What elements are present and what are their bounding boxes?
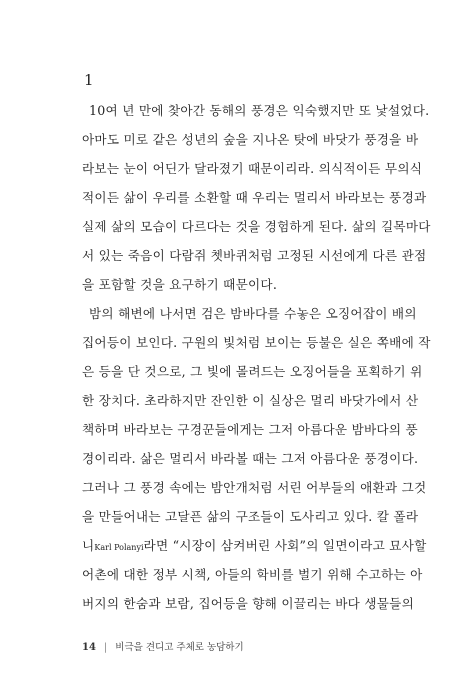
text-line: 을 만들어내는 고달픈 삶의 구조들이 도사리고 있다. 칼 폴라 <box>82 509 419 524</box>
page-number: 14 <box>82 642 96 653</box>
text-line: 어촌에 대한 정부 시책, 아들의 학비를 벌기 위해 수고하는 아 <box>82 567 423 582</box>
text-line: 아마도 미로 같은 성년의 숲을 지나온 탓에 바닷가 풍경을 바 <box>82 132 419 147</box>
text-line: 그러나 그 풍경 속에는 밤안개처럼 서린 어부들의 애환과 그것 <box>82 480 427 495</box>
text-fragment: 라면 “시장이 삼켜버린 사회”의 일면이라고 묘사할 <box>143 538 427 553</box>
text-line: 밤의 해변에 나서면 검은 밤바다를 수놓은 오징어잡이 배의 <box>89 306 417 321</box>
text-line: 서 있는 죽음이 다람쥐 쳇바퀴처럼 고정된 시선에게 다른 관점 <box>82 248 427 263</box>
text-line: 버지의 한숨과 보람, 집어등을 향해 이끌리는 바다 생물들의 <box>82 596 414 611</box>
body-text <box>82 96 431 618</box>
text-line-polanyi <box>82 531 427 560</box>
text-line: 10여 년 만에 찾아간 동해의 풍경은 익숙했지만 또 낯설었다. <box>89 103 430 118</box>
inline-name-annotation: Karl Polanyi <box>94 543 144 552</box>
text-line: 한 장치다. 초라하지만 잔인한 이 실상은 멀리 바닷가에서 산 <box>82 393 419 408</box>
text-line: 경이리라. 삶은 멀리서 바라볼 때는 그저 아름다운 풍경이다. <box>82 451 419 466</box>
text-line: 적이든 삶이 우리를 소환할 때 우리는 멀리서 바라보는 풍경과 <box>82 190 427 205</box>
page-footer <box>82 641 244 655</box>
footer-separator: | <box>103 642 108 653</box>
text-line: 실제 삶의 모습이 다르다는 것을 경험하게 된다. 삶의 길목마다 <box>82 219 431 234</box>
text-line: 을 포함할 것을 요구하기 때문이다. <box>82 277 278 292</box>
running-title: 비극을 견디고 주체로 농담하기 <box>115 642 244 653</box>
text-line: 라보는 눈이 어딘가 달라졌기 때문이리라. 의식적이든 무의식 <box>82 161 423 176</box>
text-fragment: 니 <box>82 538 95 553</box>
text-line: 책하며 바라보는 구경꾼들에게는 그저 아름다운 밤바다의 풍 <box>82 422 418 437</box>
section-number: 1 <box>84 71 94 89</box>
text-line: 집어등이 보인다. 구원의 빛처럼 보이는 등불은 실은 쪽배에 작 <box>82 335 431 350</box>
text-line: 은 등을 단 것으로, 그 빛에 몰려드는 오징어들을 포획하기 위 <box>82 364 423 379</box>
